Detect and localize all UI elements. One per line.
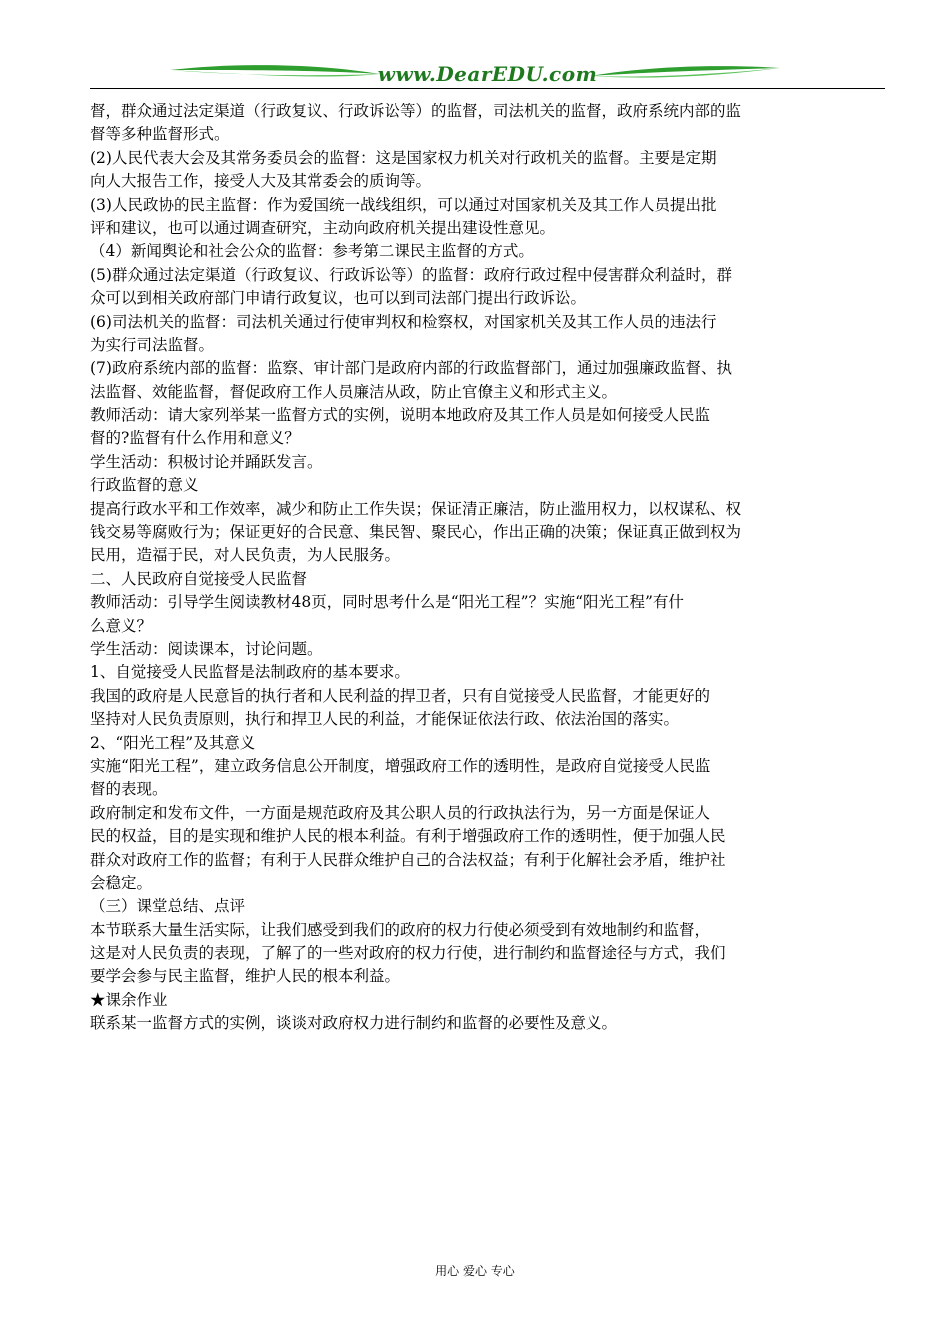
text-line: 会稳定。 <box>90 873 153 892</box>
text-line: 本节联系大量生活实际，让我们感受到我们的政府的权力行使必须受到有效地制约和监督， <box>90 920 711 939</box>
text-line: 督的表现。 <box>90 780 168 799</box>
text-line: 民用，造福于民，对人民负责，为人民服务。 <box>90 546 401 565</box>
text-line: 督，群众通过法定渠道（行政复议、行政诉讼等）的监督，司法机关的监督，政府系统内部的监 <box>90 102 742 120</box>
text-line: 学生活动：积极讨论并踊跃发言。 <box>90 452 323 471</box>
text-line: 1、自觉接受人民监督是法制政府的基本要求。 <box>90 663 410 682</box>
text-line: 法监督、效能监督，督促政府工作人员廉洁从政，防止官僚主义和形式主义。 <box>90 382 618 401</box>
text-line: 政府制定和发布文件，一方面是规范政府及其公职人员的行政执法行为，另一方面是保证人 <box>90 803 711 822</box>
page-footer: 用心 爱心 专心 <box>435 1264 515 1278</box>
site-logo-text: www.DearEDU.com <box>377 62 598 86</box>
text-line: 学生活动：阅读课本，讨论问题。 <box>90 639 323 658</box>
text-line: (3)人民政协的民主监督：作为爱国统一战线组织，可以通过对国家机关及其工作人员提出批 <box>90 195 717 214</box>
text-line: 为实行司法监督。 <box>90 335 215 354</box>
text-line: 民的权益，目的是实现和维护人民的根本利益。有利于增强政府工作的透明性，便于加强人民 <box>90 827 726 846</box>
text-line: (7)政府系统内部的监督：监察、审计部门是政府内部的行政监督部门，通过加强廉政监督、执 <box>90 359 732 378</box>
text-line: 群众对政府工作的监督；有利于人民群众维护自己的合法权益；有利于化解社会矛盾，维护社 <box>90 850 726 869</box>
text-line: 众可以到相关政府部门申请行政复议，也可以到司法部门提出行政诉讼。 <box>90 289 587 308</box>
section-heading: 行政监督的意义 <box>90 476 199 495</box>
text-line: （4）新闻舆论和社会公众的监督：参考第二课民主监督的方式。 <box>90 242 534 261</box>
header-divider <box>90 88 885 89</box>
text-line: 要学会参与民主监督，维护人民的根本利益。 <box>90 967 401 986</box>
text-line: 钱交易等腐败行为；保证更好的合民意、集民智、聚民心，作出正确的决策；保证真正做到权为 <box>90 523 742 542</box>
text-line: 实施“阳光工程”，建立政务信息公开制度，增强政府工作的透明性，是政府自觉接受人民监 <box>90 756 711 775</box>
text-line: 督等多种监督形式。 <box>90 125 230 144</box>
text-line: 提高行政水平和工作效率，减少和防止工作失误；保证清正廉洁，防止滥用权力，以权谋私、权 <box>90 499 742 518</box>
text-line: 坚持对人民负责原则，执行和捍卫人民的利益，才能保证依法行政、依法治国的落实。 <box>90 710 680 729</box>
text-line: 2、“阳光工程”及其意义 <box>90 733 256 752</box>
text-line: (2)人民代表大会及其常务委员会的监督：这是国家权力机关对行政机关的监督。主要是定期 <box>90 148 717 167</box>
text-line: 教师活动：请大家列举某一监督方式的实例，说明本地政府及其工作人员是如何接受人民监 <box>90 406 711 425</box>
text-line: 我国的政府是人民意旨的执行者和人民利益的捍卫者，只有自觉接受人民监督，才能更好的 <box>90 686 711 705</box>
text-line: 向人大报告工作，接受人大及其常委会的质询等。 <box>90 172 432 191</box>
text-line: (5)群众通过法定渠道（行政复议、行政诉讼等）的监督：政府行政过程中侵害群众利益时，群 <box>90 265 732 284</box>
text-line: 教师活动：引导学生阅读教材48页，同时思考什么是“阳光工程”？实施“阳光工程”有什 <box>90 593 684 612</box>
text-line: (6)司法机关的监督：司法机关通过行使审判权和检察权，对国家机关及其工作人员的违法行 <box>90 312 717 331</box>
text-line: 联系某一监督方式的实例，谈谈对政府权力进行制约和监督的必要性及意义。 <box>90 1014 618 1033</box>
page-header <box>90 60 885 90</box>
text-line: 么意义？ <box>90 616 153 635</box>
text-line: 评和建议，也可以通过调查研究，主动向政府机关提出建设性意见。 <box>90 218 556 237</box>
text-line: 督的?监督有什么作用和意义？ <box>90 429 300 448</box>
section-heading: 二、人民政府自觉接受人民监督 <box>90 569 308 588</box>
section-heading: （三）课堂总结、点评 <box>90 897 246 916</box>
document-body <box>90 100 865 1036</box>
section-heading: ★课余作业 <box>90 990 168 1009</box>
text-line: 这是对人民负责的表现，了解了的一些对政府的权力行使，进行制约和监督途径与方式，我们 <box>90 944 726 963</box>
